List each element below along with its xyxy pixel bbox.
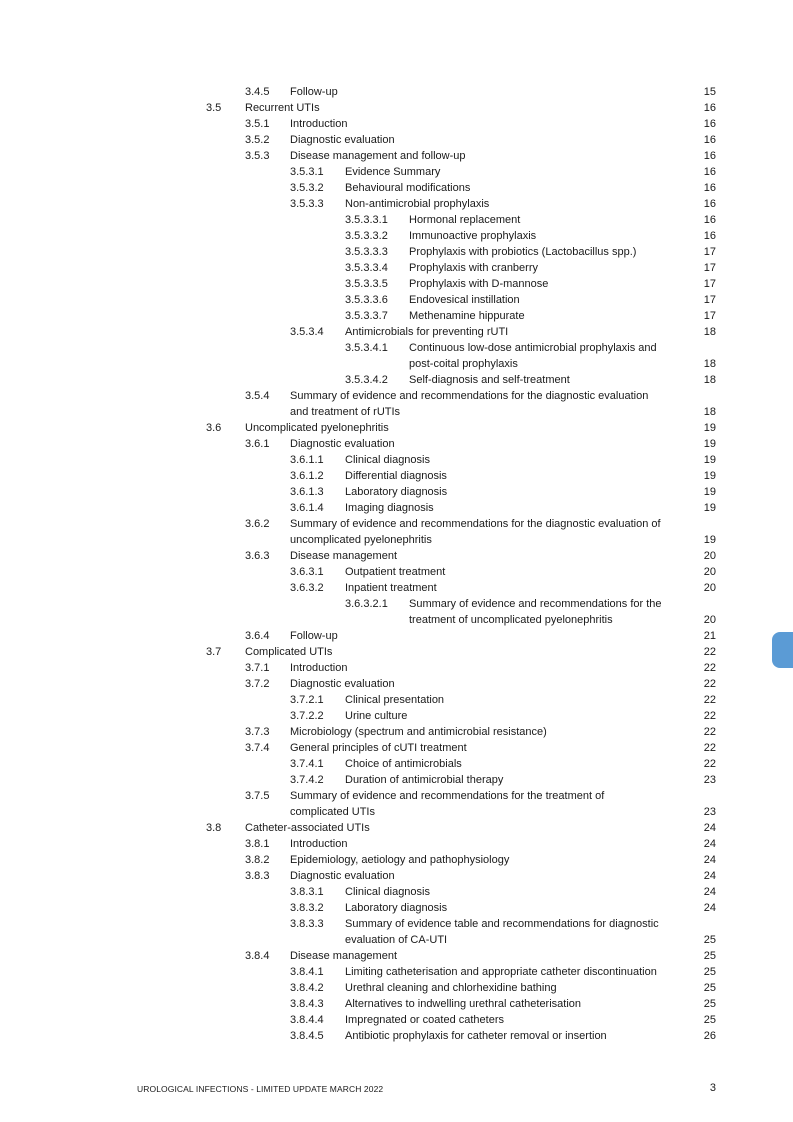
toc-entry-title-line: and treatment of rUTIs (290, 406, 401, 418)
toc-entry-title (290, 84, 338, 100)
toc-entry-title-line: Diagnostic evaluation (290, 134, 395, 146)
toc-entry-title-line: Urethral cleaning and chlorhexidine bathing (345, 982, 557, 994)
toc-entry-page: 18 (703, 406, 716, 418)
toc-entry-number: 3.8.4.5 (290, 1030, 324, 1042)
toc-entry[interactable] (0, 660, 793, 676)
toc-entry-page: 24 (703, 854, 716, 866)
toc-entry-page: 19 (703, 534, 716, 546)
toc-entry-page: 17 (703, 310, 716, 322)
toc-entry-title (290, 788, 604, 820)
toc-entry-title-line: Recurrent UTIs (245, 102, 320, 114)
toc-entry-title-line: Inpatient treatment (345, 582, 437, 594)
toc-entry-title (345, 996, 581, 1012)
table-of-contents (0, 84, 793, 1044)
toc-entry-title (345, 884, 430, 900)
toc-entry-page: 16 (703, 118, 716, 130)
toc-entry-page: 19 (703, 438, 716, 450)
toc-entry-number: 3.5 (206, 102, 222, 114)
toc-entry-title-line: Limiting catheterisation and appropriate catheter discontinuation (345, 966, 657, 978)
toc-entry[interactable] (0, 516, 793, 548)
toc-entry-number: 3.6.1.2 (290, 470, 324, 482)
toc-entry-title-line: Disease management (290, 950, 398, 962)
toc-entry[interactable] (0, 980, 793, 996)
toc-entry[interactable] (0, 884, 793, 900)
toc-entry[interactable] (0, 900, 793, 916)
toc-entry-title-line: Summary of evidence and recommendations for the (409, 598, 662, 610)
toc-entry-title-line: Outpatient treatment (345, 566, 446, 578)
toc-entry-title (345, 708, 407, 724)
toc-entry-title-line: Alternatives to indwelling urethral catheterisation (345, 998, 582, 1010)
toc-entry-title (290, 852, 509, 868)
toc-entry-title (345, 580, 437, 596)
toc-entry-page: 18 (703, 358, 716, 370)
toc-entry-title (345, 692, 444, 708)
toc-entry-title-line: Summary of evidence and recommendations for the diagnostic evaluation of (290, 518, 661, 530)
toc-entry-page: 25 (703, 998, 716, 1010)
toc-entry-title-line: Prophylaxis with D-mannose (409, 278, 549, 290)
toc-entry-page: 22 (703, 694, 716, 706)
toc-entry[interactable] (0, 244, 793, 260)
toc-entry[interactable] (0, 740, 793, 756)
toc-entry-number: 3.7.2.2 (290, 710, 324, 722)
toc-entry-title (290, 388, 648, 420)
toc-entry-number: 3.8.4.4 (290, 1014, 324, 1026)
toc-entry-title-line: Hormonal replacement (409, 214, 521, 226)
toc-entry-page: 16 (703, 214, 716, 226)
toc-entry[interactable] (0, 468, 793, 484)
toc-entry-page: 18 (703, 326, 716, 338)
toc-entry-page: 16 (703, 150, 716, 162)
toc-entry-title-line: Follow-up (290, 630, 338, 642)
toc-entry-page: 22 (703, 742, 716, 754)
toc-entry[interactable] (0, 948, 793, 964)
toc-entry-number: 3.8.4.1 (290, 966, 324, 978)
toc-entry-number: 3.5.3.3.4 (345, 262, 388, 274)
toc-entry-number: 3.7.5 (245, 790, 270, 802)
toc-entry-title (345, 468, 447, 484)
toc-entry-number: 3.5.3.4.1 (345, 342, 388, 354)
toc-entry[interactable] (0, 228, 793, 244)
toc-entry[interactable] (0, 484, 793, 500)
toc-entry[interactable] (0, 292, 793, 308)
toc-entry-title-line: Uncomplicated pyelonephritis (245, 422, 389, 434)
toc-entry-title-line: Introduction (290, 118, 348, 130)
toc-entry-number: 3.8.2 (245, 854, 270, 866)
toc-entry-title-line: Introduction (290, 662, 348, 674)
toc-entry[interactable] (0, 788, 793, 820)
toc-entry-title (345, 964, 657, 980)
toc-entry-title-line: Duration of antimicrobial therapy (345, 774, 504, 786)
toc-entry[interactable] (0, 260, 793, 276)
toc-entry[interactable] (0, 196, 793, 212)
toc-entry[interactable] (0, 324, 793, 340)
toc-entry[interactable] (0, 916, 793, 948)
toc-entry-title-line: Urine culture (345, 710, 408, 722)
toc-entry-number: 3.5.3.4 (290, 326, 324, 338)
toc-entry-page: 16 (703, 182, 716, 194)
toc-entry-page: 17 (703, 294, 716, 306)
toc-entry-title (345, 452, 430, 468)
toc-entry-page: 19 (703, 470, 716, 482)
toc-entry-title-line: General principles of cUTI treatment (290, 742, 467, 754)
toc-entry-number: 3.6.1 (245, 438, 270, 450)
toc-entry-title-line: Antimicrobials for preventing rUTI (345, 326, 509, 338)
toc-entry-title-line: Self-diagnosis and self-treatment (409, 374, 570, 386)
toc-entry-number: 3.6.1.1 (290, 454, 324, 466)
toc-entry[interactable] (0, 596, 793, 628)
toc-entry-title-line: Epidemiology, aetiology and pathophysiology (290, 854, 510, 866)
toc-entry-number: 3.6.1.3 (290, 486, 324, 498)
toc-entry[interactable] (0, 1028, 793, 1044)
toc-entry-title-line: treatment of uncomplicated pyelonephritis (409, 614, 613, 626)
toc-entry-number: 3.8.4.3 (290, 998, 324, 1010)
toc-entry[interactable] (0, 148, 793, 164)
toc-entry-title (409, 292, 520, 308)
toc-entry-page: 22 (703, 646, 716, 658)
toc-entry[interactable] (0, 388, 793, 420)
toc-entry-title (290, 836, 347, 852)
toc-entry[interactable] (0, 868, 793, 884)
toc-entry-number: 3.5.3.3.6 (345, 294, 388, 306)
toc-entry-title (409, 340, 657, 372)
toc-entry-title-line: Laboratory diagnosis (345, 486, 448, 498)
toc-entry-title (409, 228, 536, 244)
toc-entry-number: 3.5.3 (245, 150, 270, 162)
toc-entry-title (245, 100, 320, 116)
toc-entry-title (345, 164, 440, 180)
toc-entry-title-line: Diagnostic evaluation (290, 678, 395, 690)
toc-entry-number: 3.8.4.2 (290, 982, 324, 994)
toc-entry-page: 22 (703, 710, 716, 722)
toc-entry-title-line: Catheter-associated UTIs (245, 822, 370, 834)
toc-entry-number: 3.4.5 (245, 86, 270, 98)
toc-entry[interactable] (0, 420, 793, 436)
toc-entry-title-line: Antibiotic prophylaxis for catheter removal or insertion (345, 1030, 607, 1042)
toc-entry-title-line: Prophylaxis with probiotics (Lactobacillus spp.) (409, 246, 637, 258)
toc-entry-number: 3.6 (206, 422, 222, 434)
toc-entry-page: 23 (703, 774, 716, 786)
toc-entry-title-line: Continuous low-dose antimicrobial prophylaxis and (409, 342, 657, 354)
toc-entry[interactable] (0, 564, 793, 580)
toc-entry-page: 19 (703, 502, 716, 514)
toc-entry[interactable] (0, 372, 793, 388)
toc-entry[interactable] (0, 276, 793, 292)
toc-entry-page: 25 (703, 982, 716, 994)
toc-entry-title (345, 196, 489, 212)
toc-entry[interactable] (0, 852, 793, 868)
toc-entry[interactable] (0, 116, 793, 132)
toc-entry[interactable] (0, 436, 793, 452)
toc-entry-title-line: Clinical diagnosis (345, 886, 430, 898)
toc-entry-title-line: Summary of evidence table and recommendations for diagnostic (345, 918, 659, 930)
toc-entry-title (345, 980, 557, 996)
toc-entry-number: 3.7.1 (245, 662, 270, 674)
toc-entry[interactable] (0, 724, 793, 740)
toc-entry-title-line: Diagnostic evaluation (290, 438, 395, 450)
toc-entry-number: 3.5.3.3.7 (345, 310, 388, 322)
toc-entry-title (290, 132, 395, 148)
toc-entry-number: 3.8.3 (245, 870, 270, 882)
toc-entry-page: 24 (703, 886, 716, 898)
toc-entry-title (409, 260, 538, 276)
toc-entry-number: 3.5.1 (245, 118, 270, 130)
toc-entry-page: 24 (703, 822, 716, 834)
toc-entry-title-line: Imaging diagnosis (345, 502, 434, 514)
toc-entry-number: 3.5.3.3.2 (345, 230, 388, 242)
toc-entry-title-line: Microbiology (spectrum and antimicrobial resistance) (290, 726, 547, 738)
toc-entry-page: 19 (703, 454, 716, 466)
toc-entry[interactable] (0, 644, 793, 660)
toc-entry-title (409, 244, 636, 260)
toc-entry[interactable] (0, 756, 793, 772)
toc-entry-title (345, 324, 508, 340)
toc-entry-page: 17 (703, 278, 716, 290)
toc-entry-title (290, 740, 467, 756)
toc-entry-title (245, 820, 370, 836)
toc-entry-title (345, 756, 462, 772)
toc-entry-title (345, 900, 447, 916)
toc-entry-number: 3.5.3.3.1 (345, 214, 388, 226)
toc-entry[interactable] (0, 1012, 793, 1028)
toc-entry-title (290, 724, 547, 740)
toc-entry-page: 25 (703, 966, 716, 978)
toc-entry-title-line: Choice of antimicrobials (345, 758, 462, 770)
toc-entry-page: 16 (703, 166, 716, 178)
toc-entry[interactable] (0, 452, 793, 468)
toc-entry-number: 3.7.2.1 (290, 694, 324, 706)
toc-entry[interactable] (0, 308, 793, 324)
toc-entry-title (345, 1028, 607, 1044)
toc-entry-title (290, 628, 338, 644)
toc-entry[interactable] (0, 212, 793, 228)
toc-entry-title (345, 180, 470, 196)
toc-entry-title-line: evaluation of CA-UTI (345, 934, 448, 946)
toc-entry-title-line: Impregnated or coated catheters (345, 1014, 504, 1026)
toc-entry-title (290, 436, 395, 452)
toc-entry-page: 17 (703, 246, 716, 258)
toc-entry-page: 20 (703, 550, 716, 562)
toc-entry-title (290, 548, 397, 564)
toc-entry-title (409, 596, 662, 628)
toc-entry[interactable] (0, 820, 793, 836)
toc-entry-title-line: uncomplicated pyelonephritis (290, 534, 432, 546)
toc-entry-title (409, 212, 520, 228)
toc-entry[interactable] (0, 164, 793, 180)
toc-entry-title-line: Differential diagnosis (345, 470, 447, 482)
toc-entry-number: 3.8.1 (245, 838, 270, 850)
toc-entry-title (290, 660, 347, 676)
toc-entry[interactable] (0, 580, 793, 596)
toc-entry[interactable] (0, 132, 793, 148)
toc-entry-number: 3.5.3.2 (290, 182, 324, 194)
toc-entry[interactable] (0, 340, 793, 372)
toc-entry-page: 17 (703, 262, 716, 274)
toc-entry-number: 3.6.1.4 (290, 502, 324, 514)
toc-entry-title (345, 564, 445, 580)
toc-entry-number: 3.7.4 (245, 742, 270, 754)
toc-entry-page: 22 (703, 662, 716, 674)
toc-entry-number: 3.8.3.1 (290, 886, 324, 898)
toc-entry-number: 3.5.3.1 (290, 166, 324, 178)
toc-entry-title (409, 372, 570, 388)
toc-entry-number: 3.8.3.3 (290, 918, 324, 930)
toc-entry-title (409, 276, 548, 292)
toc-entry-title-line: Disease management (290, 550, 398, 562)
toc-entry-page: 24 (703, 838, 716, 850)
toc-entry[interactable] (0, 964, 793, 980)
toc-entry-number: 3.6.3.2.1 (345, 598, 388, 610)
toc-entry-title-line: complicated UTIs (290, 806, 375, 818)
toc-entry[interactable] (0, 100, 793, 116)
toc-entry-number: 3.6.4 (245, 630, 270, 642)
toc-entry-page: 20 (703, 566, 716, 578)
toc-entry-title-line: Prophylaxis with cranberry (409, 262, 538, 274)
toc-entry[interactable] (0, 692, 793, 708)
toc-entry-number: 3.6.3 (245, 550, 270, 562)
toc-entry-title-line: Non-antimicrobial prophylaxis (345, 198, 490, 210)
toc-entry-number: 3.5.2 (245, 134, 270, 146)
toc-entry-page: 16 (703, 102, 716, 114)
toc-entry-page: 24 (703, 870, 716, 882)
toc-entry-number: 3.8.3.2 (290, 902, 324, 914)
toc-entry-page: 26 (703, 1030, 716, 1042)
footer-title: UROLOGICAL INFECTIONS - LIMITED UPDATE MARCH 2022 (137, 1084, 384, 1094)
toc-entry-title (409, 308, 525, 324)
toc-entry-title (290, 676, 395, 692)
toc-entry-page: 16 (703, 134, 716, 146)
toc-entry-title-line: Introduction (290, 838, 348, 850)
toc-entry-title-line: Clinical diagnosis (345, 454, 430, 466)
toc-entry-title (345, 500, 434, 516)
toc-entry-page: 19 (703, 486, 716, 498)
toc-entry-title-line: Behavioural modifications (345, 182, 471, 194)
toc-entry[interactable] (0, 628, 793, 644)
toc-entry[interactable] (0, 500, 793, 516)
toc-entry-page: 23 (703, 806, 716, 818)
toc-entry[interactable] (0, 836, 793, 852)
toc-entry-title-line: Immunoactive prophylaxis (409, 230, 537, 242)
toc-entry-number: 3.5.3.3.3 (345, 246, 388, 258)
toc-entry-page: 22 (703, 678, 716, 690)
toc-entry-title (345, 772, 503, 788)
toc-entry-page: 24 (703, 902, 716, 914)
toc-entry-title (290, 148, 466, 164)
toc-entry-number: 3.6.3.1 (290, 566, 324, 578)
toc-entry-title (290, 116, 347, 132)
toc-entry-title-line: Evidence Summary (345, 166, 441, 178)
toc-entry-title (290, 516, 661, 548)
toc-entry-title (345, 916, 659, 948)
toc-entry-number: 3.5.3.4.2 (345, 374, 388, 386)
toc-entry-title-line: Disease management and follow-up (290, 150, 466, 162)
toc-entry-number: 3.7.4.1 (290, 758, 324, 770)
toc-entry-number: 3.7.3 (245, 726, 270, 738)
toc-entry-number: 3.7.4.2 (290, 774, 324, 786)
toc-entry-number: 3.8.4 (245, 950, 270, 962)
toc-entry-page: 22 (703, 726, 716, 738)
toc-entry-page: 20 (703, 582, 716, 594)
toc-entry-page: 25 (703, 934, 716, 946)
toc-entry-number: 3.6.3.2 (290, 582, 324, 594)
toc-entry-title-line: Follow-up (290, 86, 338, 98)
toc-entry[interactable] (0, 548, 793, 564)
toc-entry-number: 3.6.2 (245, 518, 270, 530)
toc-entry-title-line: Laboratory diagnosis (345, 902, 448, 914)
toc-entry-title (290, 868, 395, 884)
toc-entry[interactable] (0, 676, 793, 692)
toc-entry-page: 15 (703, 86, 716, 98)
toc-entry[interactable] (0, 84, 793, 100)
toc-entry-title-line: Complicated UTIs (245, 646, 333, 658)
toc-entry-page: 16 (703, 230, 716, 242)
toc-entry-page: 16 (703, 198, 716, 210)
toc-entry-page: 25 (703, 950, 716, 962)
toc-entry-number: 3.8 (206, 822, 222, 834)
toc-entry[interactable] (0, 708, 793, 724)
toc-entry[interactable] (0, 996, 793, 1012)
toc-entry-title (245, 420, 389, 436)
toc-entry-title-line: Summary of evidence and recommendations for the treatment of (290, 790, 605, 802)
toc-entry-title-line: Diagnostic evaluation (290, 870, 395, 882)
toc-entry-number: 3.5.3.3 (290, 198, 324, 210)
toc-entry-page: 19 (703, 422, 716, 434)
toc-entry-title-line: Methenamine hippurate (409, 310, 525, 322)
toc-entry-title-line: Clinical presentation (345, 694, 445, 706)
toc-entry[interactable] (0, 772, 793, 788)
toc-entry[interactable] (0, 180, 793, 196)
toc-entry-page: 22 (703, 758, 716, 770)
toc-entry-title (345, 1012, 504, 1028)
toc-entry-page: 21 (703, 630, 716, 642)
toc-entry-title-line: Summary of evidence and recommendations for the diagnostic evaluation (290, 390, 649, 402)
toc-entry-number: 3.7 (206, 646, 222, 658)
toc-entry-number: 3.5.4 (245, 390, 270, 402)
toc-entry-page: 25 (703, 1014, 716, 1026)
toc-entry-number: 3.5.3.3.5 (345, 278, 388, 290)
footer-page-number: 3 (709, 1082, 716, 1094)
toc-entry-title (290, 948, 397, 964)
side-tab-marker (772, 632, 793, 668)
toc-entry-page: 18 (703, 374, 716, 386)
toc-entry-title-line: post-coital prophylaxis (409, 358, 518, 370)
toc-entry-title (345, 484, 447, 500)
toc-entry-title (245, 644, 332, 660)
toc-entry-title-line: Endovesical instillation (409, 294, 520, 306)
toc-entry-number: 3.7.2 (245, 678, 270, 690)
toc-entry-page: 20 (703, 614, 716, 626)
